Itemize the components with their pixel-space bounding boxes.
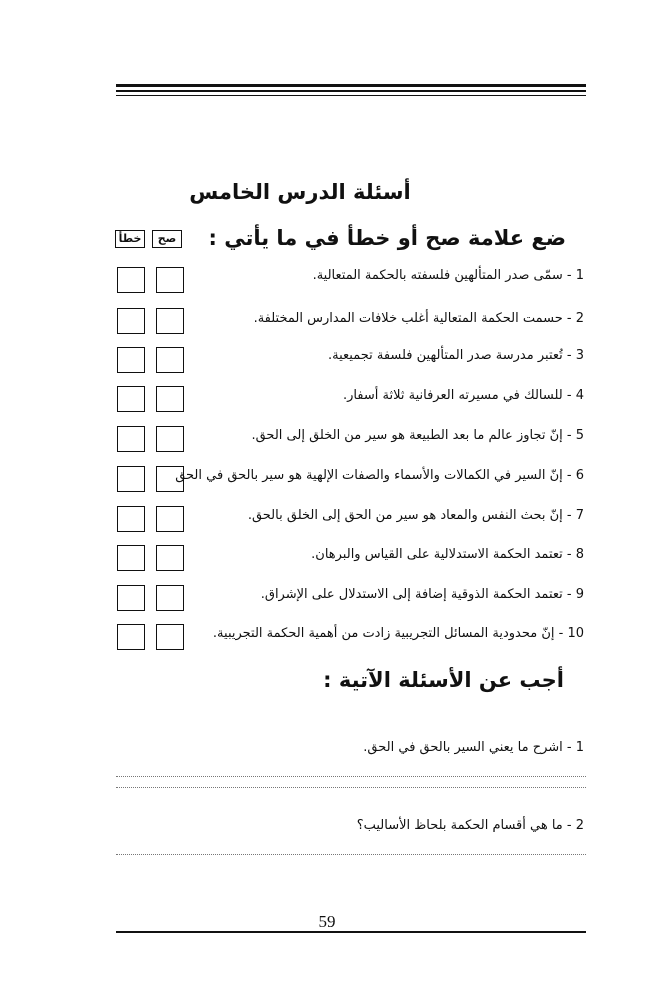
true-checkbox-3[interactable] [156,347,184,373]
statement-10: 10 - إنّ محدودية المسائل التجريبية زادت من أهمية الحكمة التجريبية. [212,626,584,641]
false-checkbox-8[interactable] [117,545,145,571]
top-rule [116,95,586,96]
false-checkbox-7[interactable] [117,506,145,532]
statement-1: 1 - سمّى صدر المتألهين فلسفته بالحكمة المتعالية. [312,268,584,283]
question-1: 1 - اشرح ما يعني السير بالحق في الحق. [363,740,584,755]
false-column-label: خطأ [115,230,145,248]
false-checkbox-2[interactable] [117,308,145,334]
false-checkbox-5[interactable] [117,426,145,452]
bottom-rule [116,931,586,933]
true-checkbox-7[interactable] [156,506,184,532]
answer-line[interactable] [116,787,586,788]
answer-line[interactable] [116,854,586,855]
false-checkbox-4[interactable] [117,386,145,412]
true-checkbox-8[interactable] [156,545,184,571]
top-rule [116,84,586,87]
top-rule [116,90,586,92]
statement-2: 2 - حسمت الحكمة المتعالية أغلب خلافات المدارس المختلفة. [253,311,584,326]
false-checkbox-9[interactable] [117,585,145,611]
true-checkbox-10[interactable] [156,624,184,650]
true-false-heading: ضع علامة صح أو خطأ في ما يأتي : [208,226,566,250]
statement-6: 6 - إنّ السير في الكمالات والأسماء والصفات الإلهية هو سير بالحق في الحق [175,468,584,483]
statement-5: 5 - إنّ تجاوز عالم ما بعد الطبيعة هو سير من الخلق إلى الحق. [251,428,584,443]
true-checkbox-2[interactable] [156,308,184,334]
true-checkbox-5[interactable] [156,426,184,452]
answer-heading: أجب عن الأسئلة الآتية : [323,668,564,692]
statement-7: 7 - إنّ بحث النفس والمعاد هو سير من الحق إلى الخلق بالحق. [247,508,584,523]
statement-4: 4 - للسالك في مسيرته العرفانية ثلاثة أسفار. [342,388,584,403]
true-checkbox-9[interactable] [156,585,184,611]
false-checkbox-10[interactable] [117,624,145,650]
true-checkbox-1[interactable] [156,267,184,293]
answer-line[interactable] [116,776,586,777]
statement-9: 9 - تعتمد الحكمة الذوقية إضافة إلى الاستدلال على الإشراق. [260,587,584,602]
statement-3: 3 - تُعتبر مدرسة صدر المتألهين فلسفة تجميعية. [327,348,584,363]
false-checkbox-3[interactable] [117,347,145,373]
true-checkbox-4[interactable] [156,386,184,412]
page-number: 59 [318,912,336,931]
false-checkbox-1[interactable] [117,267,145,293]
false-checkbox-6[interactable] [117,466,145,492]
lesson-title: أسئلة الدرس الخامس [189,180,411,204]
question-2: 2 - ما هي أقسام الحكمة بلحاظ الأساليب؟ [356,818,584,833]
statement-8: 8 - تعتمد الحكمة الاستدلالية على القياس والبرهان. [311,547,584,562]
true-column-label: صح [152,230,182,248]
true-checkbox-6[interactable] [156,466,184,492]
